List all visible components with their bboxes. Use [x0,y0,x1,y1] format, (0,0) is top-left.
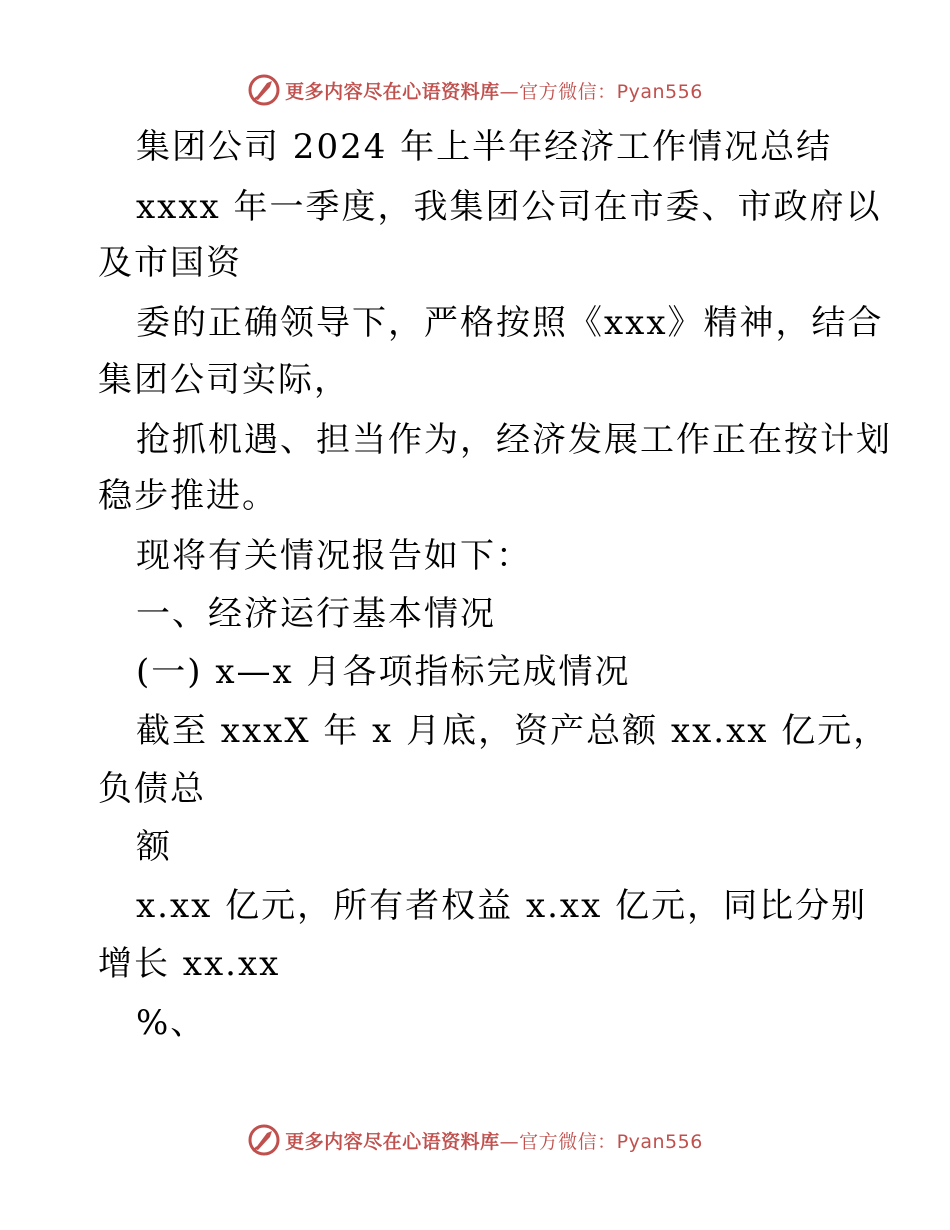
section-heading: 一、经济运行基本情况 [136,594,496,634]
footer-watermark [0,1120,950,1160]
paragraph-line: 截至 xxxX 年 x 月底，资产总额 xx.xx 亿元， [136,711,890,751]
paragraph-line: 增长 xx.xx [98,944,281,984]
paragraph-line: xxxx 年一季度，我集团公司在市委、市政府以 [136,187,882,227]
paragraph-line: 及市国资 [98,243,242,283]
watermark-contact: —官方微信：Pyan556 [499,80,703,103]
paragraph-line: 抢抓机遇、担当作为，经济发展工作正在按计划 [136,420,892,460]
quill-pen-logo-icon [247,1123,281,1157]
watermark-brand: 更多内容尽在心语资料库 [285,80,500,103]
subsection-heading: (一) x—x 月各项指标完成情况 [136,652,631,692]
document-title: 集团公司 2024 年上半年经济工作情况总结 [136,127,833,167]
watermark-text [285,77,703,104]
paragraph-line: 集团公司实际， [98,360,350,400]
header-watermark [0,70,950,110]
paragraph-line: x.xx 亿元，所有者权益 x.xx 亿元，同比分别 [136,886,868,926]
paragraph-line: 委的正确领导下，严格按照《xxx》精神，结合 [136,303,884,343]
paragraph-line: %、 [136,1003,207,1043]
paragraph-line: 负债总 [98,769,206,809]
watermark-contact: —官方微信：Pyan556 [499,1130,703,1153]
paragraph-line: 稳步推进。 [98,476,278,516]
quill-pen-logo-icon [247,73,281,107]
watermark-text [285,1127,703,1154]
paragraph-line: 额 [136,827,172,867]
paragraph-line: 现将有关情况报告如下： [136,536,532,576]
watermark-brand: 更多内容尽在心语资料库 [285,1130,500,1153]
